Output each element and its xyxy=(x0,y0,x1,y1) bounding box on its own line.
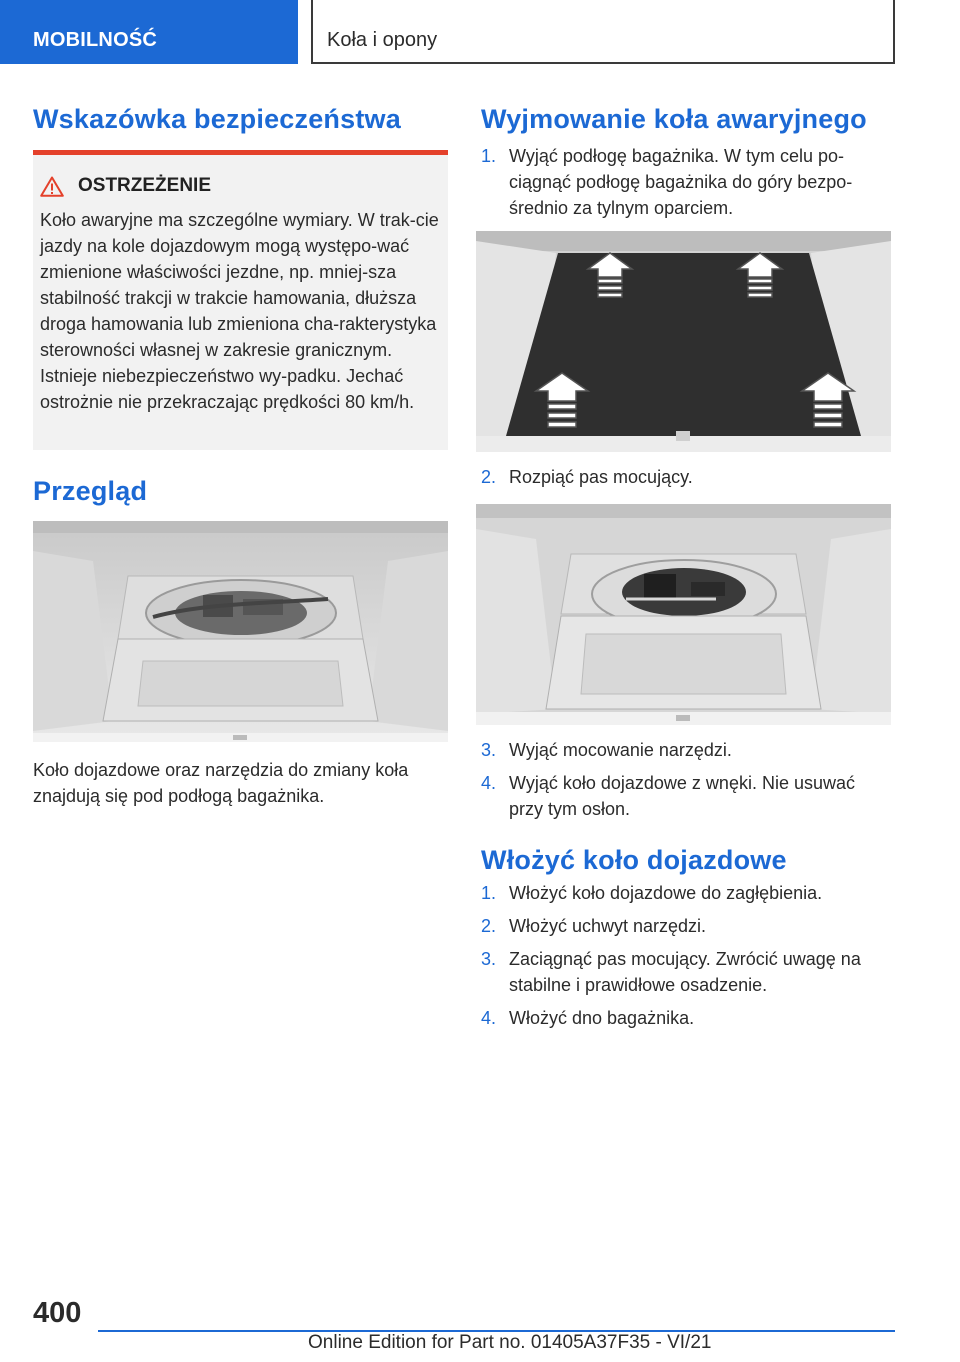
step-text: Włożyć dno bagażnika. xyxy=(509,1008,695,1028)
step-number: 1. xyxy=(481,146,497,166)
insert-steps xyxy=(481,880,893,1038)
trunk-floor-figure xyxy=(476,231,891,452)
step-number: 4. xyxy=(481,1008,497,1028)
chapter-title: Koła i opony xyxy=(311,0,895,64)
step-text: Rozpiąć pas mocujący. xyxy=(509,467,693,487)
step-text: Włożyć uchwyt narzędzi. xyxy=(509,916,707,936)
step-number: 3. xyxy=(481,740,497,760)
page-number: 400 xyxy=(33,1297,82,1329)
safety-heading: Wskazówka bezpieczeństwa xyxy=(33,104,401,134)
overview-text: Koło dojazdowe oraz narzędzia do zmiany koła znajdują się pod podłogą bagażnika. xyxy=(33,760,409,806)
edition-text: Online Edition for Part no. 01405A37F35 - VI/21 xyxy=(308,1332,712,1353)
list-item xyxy=(481,143,893,221)
list-item xyxy=(481,946,893,998)
list-item xyxy=(481,737,893,763)
remove-steps-a xyxy=(481,143,893,228)
list-item xyxy=(481,1005,893,1031)
section-tab[interactable]: MOBILNOŚĆ xyxy=(0,0,298,64)
step-number: 1. xyxy=(481,883,497,903)
step-number: 2. xyxy=(481,916,497,936)
remove-steps-c xyxy=(481,737,893,829)
trunk-overview-figure xyxy=(33,521,448,742)
step-number: 2. xyxy=(481,467,497,487)
step-text: Wyjąć podłogę bagażnika. W tym celu po-ciągnąć podłogę bagażnika do góry bezpo-średnio za tylnym oparciem. xyxy=(509,146,853,218)
step-number: 3. xyxy=(481,949,497,969)
warning-box xyxy=(33,150,448,450)
warning-title: OSTRZEŻENIE xyxy=(78,175,212,196)
list-item xyxy=(481,770,893,822)
list-item xyxy=(481,464,893,490)
step-text: Wyjąć mocowanie narzędzi. xyxy=(509,740,732,760)
warning-text: Koło awaryjne ma szczególne wymiary. W trak-cie jazdy na kole dojazdowym mogą występo-wać zmienione właściwości jezdne, np. mniej-sza stabilność trakcji w trakcie hamowania, dłuższa droga hamowania lub zmieniona cha-rakterystyka sterowności własnej w zakresie granicznym. Istnieje niebezpieczeństwo wy-padku. Jechać ostrożnie nie przekraczając prędkości 80 km/h. xyxy=(40,210,439,412)
spare-wheel-strap-figure xyxy=(476,504,891,725)
step-text: Wyjąć koło dojazdowe z wnęki. Nie usuwać przy tym osłon. xyxy=(509,773,855,819)
list-item xyxy=(481,880,893,906)
list-item xyxy=(481,913,893,939)
remove-steps-b xyxy=(481,464,893,497)
step-number: 4. xyxy=(481,773,497,793)
warning-triangle-icon xyxy=(40,176,64,197)
overview-heading: Przegląd xyxy=(33,476,148,506)
insert-heading: Włożyć koło dojazdowe xyxy=(481,845,787,875)
step-text: Włożyć koło dojazdowe do zagłębienia. xyxy=(509,883,823,903)
step-text: Zaciągnąć pas mocujący. Zwrócić uwagę na stabilne i prawidłowe osadzenie. xyxy=(509,949,861,995)
remove-heading: Wyjmowanie koła awaryjnego xyxy=(481,104,867,134)
